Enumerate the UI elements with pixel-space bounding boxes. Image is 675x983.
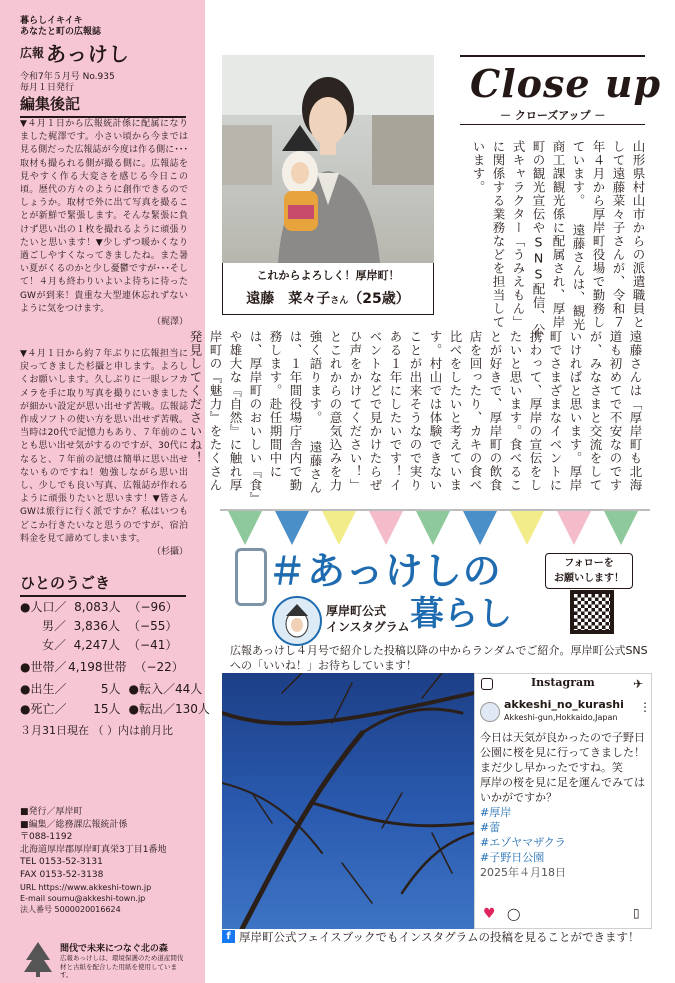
sns-subtitle-2: インスタグラム: [326, 620, 410, 634]
population-label: ●世帯／: [20, 660, 67, 674]
closeup-logo-box: [460, 55, 662, 125]
closeup-col2-tail: す。: [471, 167, 486, 194]
population-row: [20, 598, 178, 615]
publisher-postal: 〒088-1192: [20, 832, 73, 842]
population-value: 5人: [100, 682, 121, 696]
post-tag[interactable]: #エゾヤマザクラ: [480, 836, 566, 849]
masthead-logo: あっけし: [46, 42, 130, 66]
post-tag[interactable]: #子野日公園: [480, 851, 545, 864]
publisher-info: [20, 806, 166, 881]
eco-title: 間伐で未来につなぐ北の森: [60, 944, 168, 954]
editor-note-para-1: ▼４月１日から広報統計係に配属になりました梶澤です。小さい頃から今までは見る側だった広報誌が今度は作る側に･･･取材も撮られる側が撮る側に。広報誌を見やすく作る大変さを感じる今日この頃。歴代の方々のように創作できるのでしょうか。取材で外に出て写真を撮ることが新鮮で緊張します。そんな緊張に負けず思い出の１枚を撮れるように頑張りたいと思います！▼少しずつ暖かくなり過ごしやすくなってきましたね。また暑い夏がくるのかと少し憂鬱ですが･･･そして！４月も終わりいよいよ待ちに待ったGWが到来！貴重な大型連休忘れずないように気をつけます。: [20, 119, 188, 314]
camera-icon[interactable]: [481, 678, 493, 690]
closeup-col3: 遠藤さんは「厚岸町も北海道も初めてで不安なのですが、みなさまと交流をしていければと思います。厚岸町でさまざまなイベントに携わって、厚岸の宣伝をしたいと思います。食べることが好きで、厚岸町の飲食店を回ったり、カキの食べ比べをしたいと考えています。村山では体験できないことが出来そうなので実りある１年にしたいです！イベントなどで見かけたらぜひ声をかけてください！」とこれからの意気込みを力強く語ります。: [308, 330, 643, 492]
population-row: [20, 636, 177, 653]
population-label: ●出生／: [20, 682, 67, 696]
pennant-flag: [604, 511, 638, 545]
closeup-logo: Close up: [470, 61, 662, 106]
population-row: [20, 700, 210, 717]
closeup-age: （25歳）: [348, 291, 410, 307]
editor-note-body-1: [20, 118, 188, 329]
sns-title-line1: ＃あっけしの: [268, 549, 502, 593]
editor-note-heading: 編集後記: [20, 93, 186, 118]
population-value: 4,247人: [73, 638, 121, 652]
publisher-fax: FAX 0153-52-3138: [20, 869, 104, 880]
masthead-line2: あなたと町の広報誌: [20, 27, 102, 37]
sakura-photo: [222, 673, 474, 929]
population-value: 8,083人: [74, 600, 121, 614]
population-diff: （−55）: [128, 619, 178, 633]
population-label: 男／: [42, 619, 67, 633]
post-text-2: 厚岸の桜を見に足を運んでみてはいかがですか？: [480, 776, 645, 804]
population-row: [20, 658, 184, 675]
publisher-line2: ■編集／総務課広報統計係: [20, 819, 128, 830]
publisher-tel: TEL 0153-52-3131: [20, 857, 103, 867]
editor-note-sign-1: （梶澤）: [151, 317, 188, 328]
closeup-honorific: さん: [330, 296, 349, 306]
population-diff: （−96）: [128, 600, 178, 614]
population-label: ●死亡／: [20, 702, 67, 716]
pennant-flag: [557, 511, 591, 545]
publisher-url[interactable]: URL https://www.akkeshi-town.jp: [20, 883, 152, 892]
sns-title-line2: 暮らし: [410, 594, 512, 634]
follow-text-1: フォローを: [564, 558, 614, 569]
editor-note-sign-2: （杉攝）: [151, 547, 188, 558]
post-date: 2025年４月18日: [480, 866, 566, 879]
send-icon[interactable]: ✈: [633, 677, 644, 691]
post-tag[interactable]: #厚岸: [480, 806, 512, 819]
heart-icon[interactable]: ♥: [483, 906, 496, 922]
closeup-col2: 遠藤さんは、観光商工課観光係に配属され、厚岸町の観光宣伝やSNS配信、公式キャラクター「うみえもん」に関係する業務などを担当していま: [471, 140, 586, 337]
closeup-photo: [222, 55, 434, 263]
follow-bubble: [545, 553, 633, 589]
instagram-post-card: [474, 673, 652, 929]
pennant-flag: [510, 511, 544, 545]
publisher-web: [20, 882, 151, 915]
sns-subtitle-1: 厚岸町公式: [326, 604, 387, 618]
umiemon-mascot-icon: [272, 596, 322, 646]
post-caption: [480, 730, 648, 880]
population-value: 4,198世帯: [68, 660, 127, 674]
publisher-email[interactable]: E-mail soumu@akkeshi-town.jp: [20, 894, 146, 903]
bookmark-icon[interactable]: ▯: [633, 906, 640, 920]
population-row: [20, 617, 177, 634]
account-name[interactable]: akkeshi_no_kurashi: [504, 698, 624, 711]
closeup-subtitle: － クローズアップ －: [500, 109, 606, 122]
population-value: 15人: [93, 702, 121, 716]
population-value: 3,836人: [73, 619, 121, 633]
instagram-wordmark: Instagram: [531, 676, 595, 689]
eco-text: 広報あっけしは、環境保護のため道産間伐材と古紙を配合した用紙を使用しています。: [60, 954, 184, 979]
closeup-caption-box: [222, 263, 434, 315]
population-label: 女／: [42, 638, 67, 652]
instagram-qr-code[interactable]: [570, 590, 614, 634]
sns-footer: 厚岸町公式フェイスブックでもインスタグラムの投稿を見ることができます！: [239, 930, 640, 944]
publisher-corp-no: 法人番号 5000020016624: [20, 905, 121, 914]
publisher-address: 北海道厚岸郡厚岸町真栄3丁目1番地: [20, 844, 167, 855]
sns-intro: 広報あっけし４月号で紹介した投稿以降の中からランダムでご紹介。厚岸町公式SNSへの「いいね！」お待ちしています！: [230, 644, 648, 672]
editor-note-body-2: [20, 348, 188, 559]
editor-note-para-2: ▼４月１日から約７年ぶりに広報担当に戻ってきました杉攝と申します。よろしくお願いします。久しぶりに一眼レフカメラを手に取り写真を撮りにいきましたが細かい設定が思い出せず苦戦。広報誌作成ソフトの使い方を思い出せず苦戦。当時は20代で記憶力もあり、７年前のことも思い出せ気がするのですが、30代になると、７年前の記憶は簡単に思い出せないものですね！勉強しながら思い出し、少しでも良い写真、広報誌が作れるように頑張りたいと思います！▼皆さんGWは旅行に行く派ですか？私はいつもどこか行きたいなと思うのですが、宿泊料金を見て諦めてしまいます。: [20, 349, 188, 544]
account-location: Akkeshi-gun,Hokkaido,Japan: [504, 713, 618, 722]
issue-number: 令和7年５月号 No.935: [20, 72, 115, 82]
post-tag[interactable]: #蕾: [480, 821, 501, 834]
account-avatar[interactable]: [480, 702, 500, 722]
closeup-intro-text: [448, 140, 648, 340]
closeup-name-line: [223, 288, 433, 308]
publisher-line1: ■発行／厚岸町: [20, 807, 83, 817]
masthead-line1: 暮らしイキイキ: [20, 16, 83, 26]
population-diff: ●転出／130人: [128, 702, 210, 716]
closeup-name: 遠藤 菜々子: [246, 291, 331, 307]
closeup-body-text: [188, 330, 645, 500]
issue-frequency: 毎月１日発行: [20, 83, 75, 93]
more-icon[interactable]: ⋮: [639, 700, 651, 714]
masthead-prefix: 広報: [20, 46, 45, 60]
pennant-flag: [228, 511, 262, 545]
closeup-col1: 山形県村山市からの派遣職員として遠藤菜々子さんが、令和７年４月から厚岸町役場で勤務しています。: [571, 140, 646, 329]
follow-text-2: お願いします！: [554, 573, 624, 584]
phone-icon: [235, 548, 267, 606]
comment-icon[interactable]: ◯: [507, 907, 521, 921]
forest-logo-icon: [20, 940, 56, 978]
population-diff: （−41）: [128, 638, 178, 652]
population-row: [20, 680, 202, 697]
population-diff: （−22）: [134, 660, 184, 674]
facebook-icon[interactable]: f: [222, 930, 235, 943]
post-text: 今日は天気が良かったので子野日公園に桜を見に行ってきました！まだ少し早かったですね。笑: [480, 731, 645, 774]
population-label: ●人口／: [20, 600, 67, 614]
population-heading: ひとのうごき: [20, 572, 186, 597]
closeup-caption: これからよろしく！厚岸町！: [256, 269, 400, 282]
sidebar: [0, 0, 210, 983]
population-footnote: ３月31日現在 （ ）内は前月比: [20, 724, 173, 737]
closeup-col4: 遠藤さんは、１年間役場庁舎内で勤務します。赴任期間中には、厚岸町のおいしい『食』や雄大な『自然』に触れ厚岸町の『魅力』をたくさん発見してくださいね！: [188, 330, 323, 500]
population-diff: ●転入／44人: [128, 682, 203, 696]
